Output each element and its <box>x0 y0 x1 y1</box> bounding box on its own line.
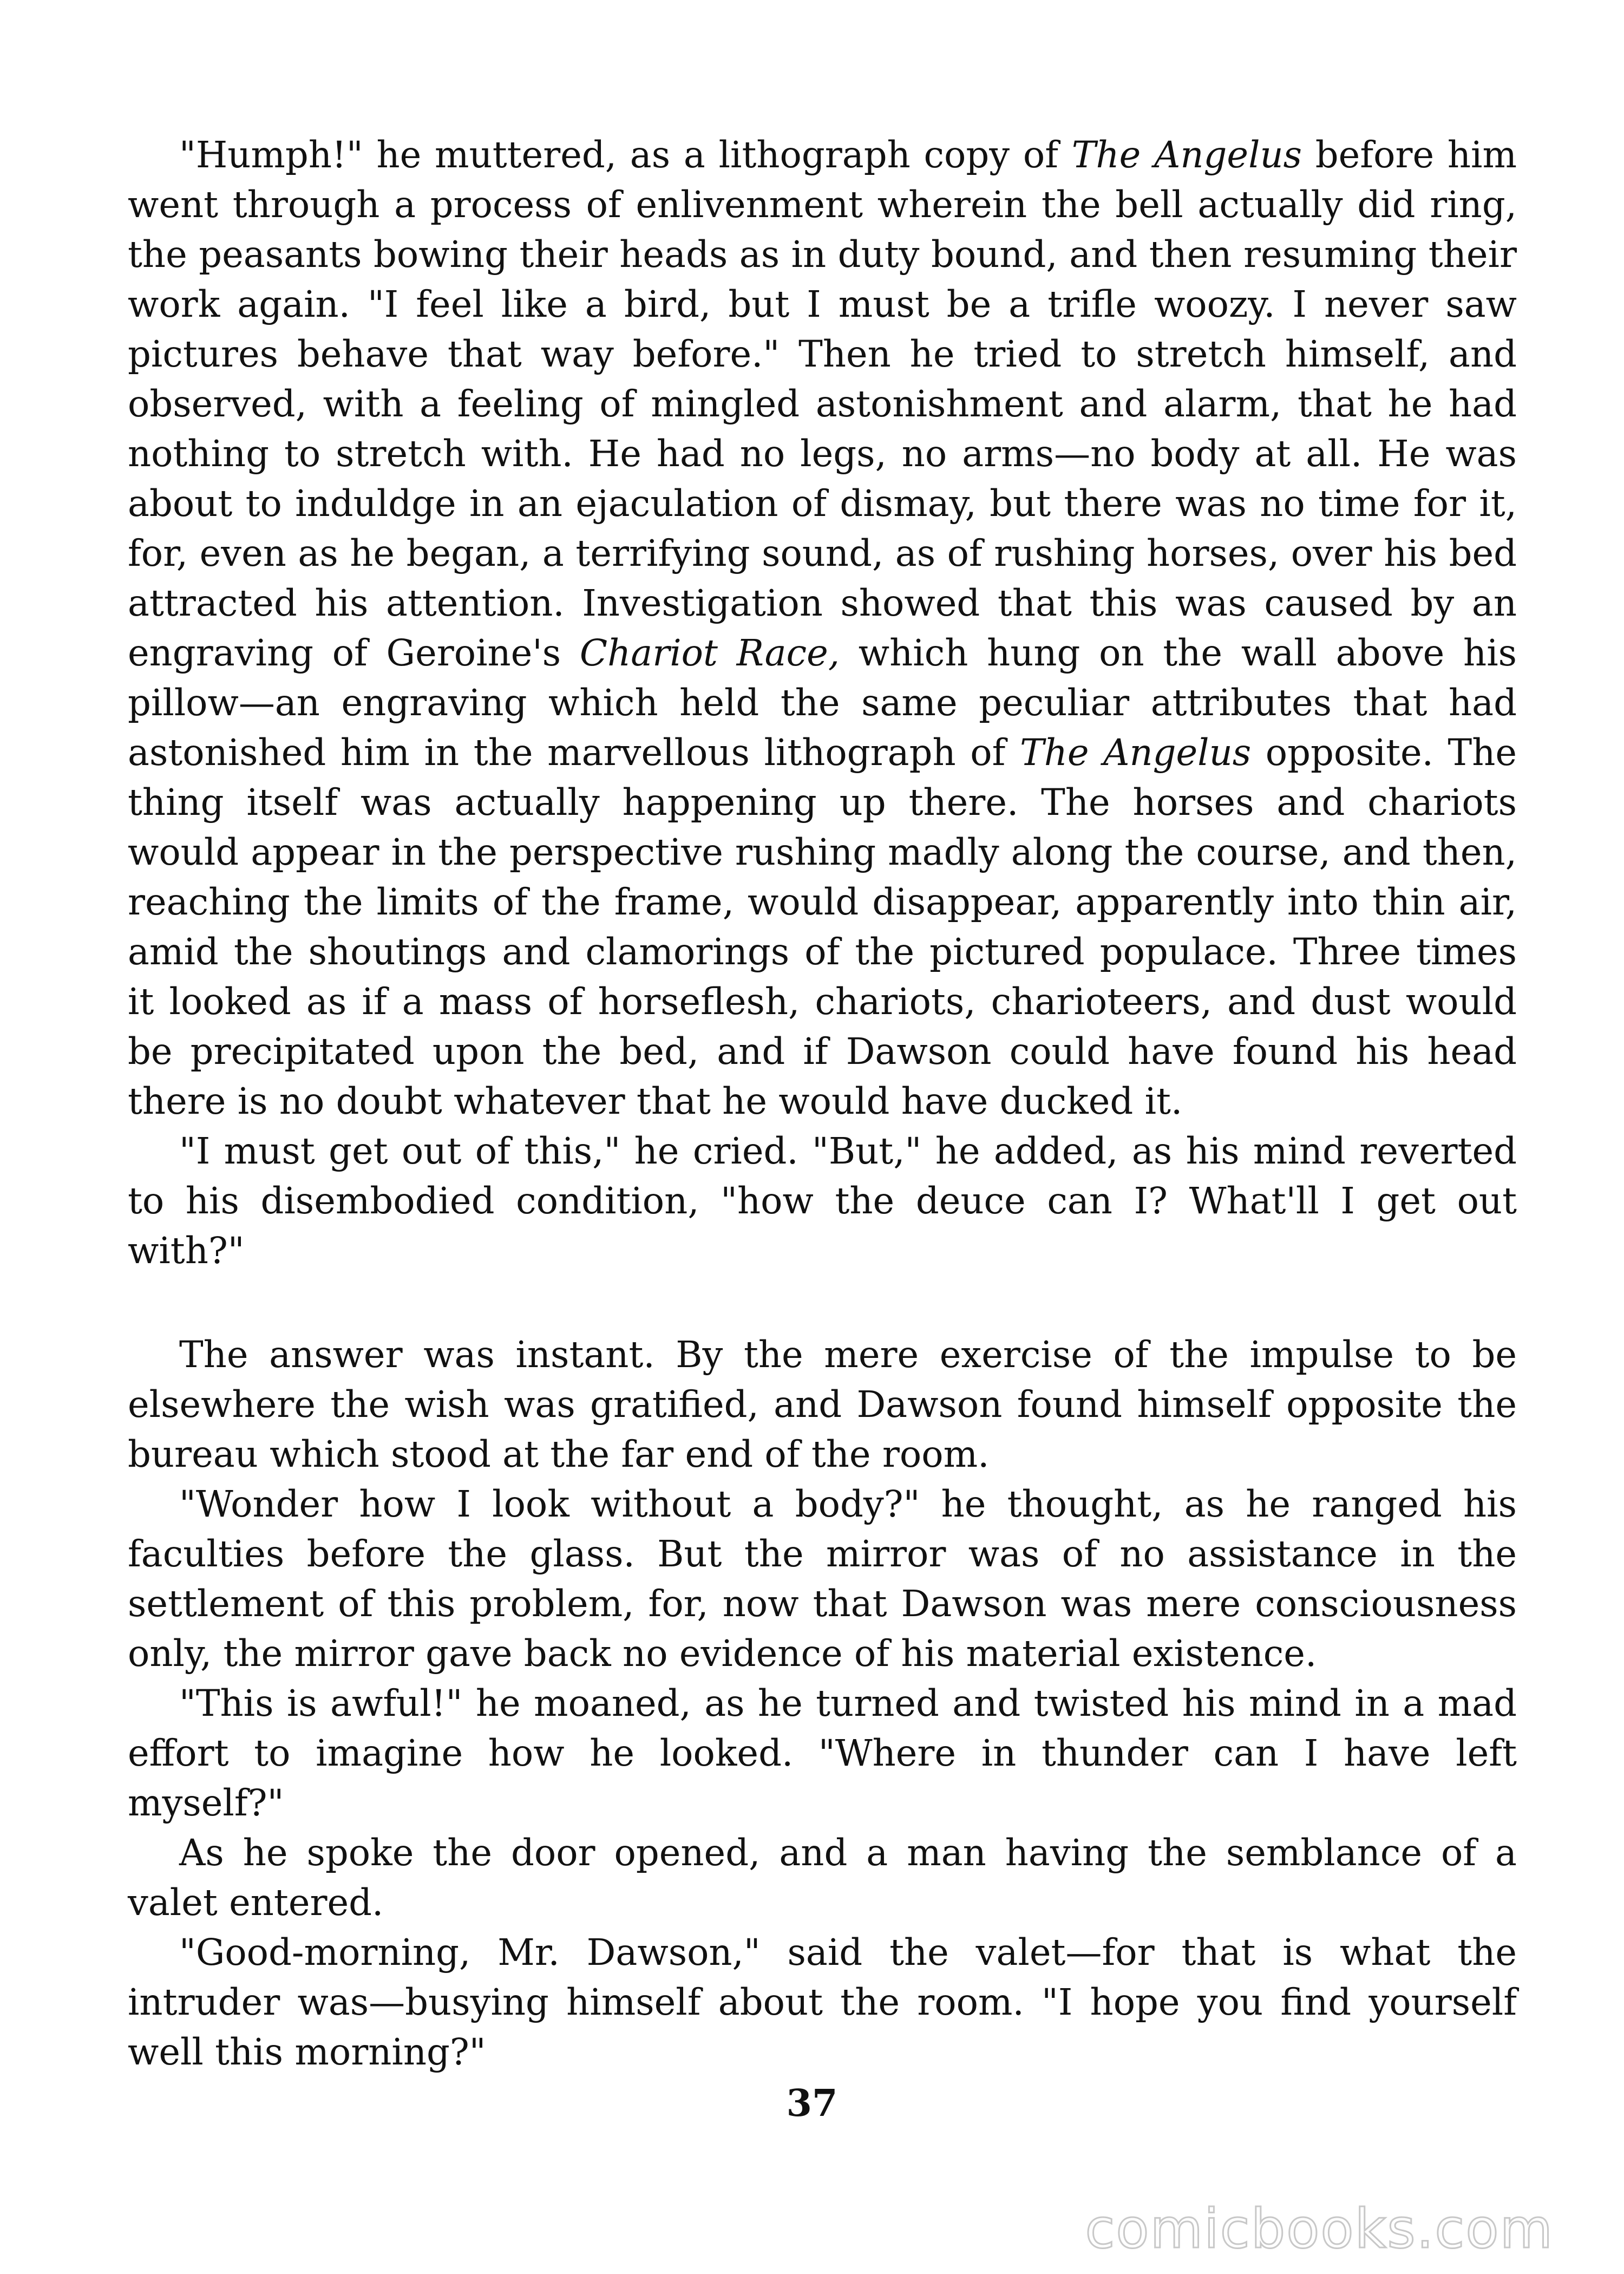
text-run: "This is awful!" he moaned, as he turned and twisted his mind in a mad effort to imagine how he looked. "Where in thunder can I have left myself?" <box>128 1682 1517 1824</box>
text-run: "I must get out of this," he cried. "But," he added, as his mind reverted to his disembodied condition, "how the deuce can I? What'll I get out with?" <box>128 1130 1517 1272</box>
text-run: The answer was instant. By the mere exercise of the impulse to be elsewhere the wish was gratified, and Dawson found himself opposite the bureau which stood at the far end of the room. <box>128 1334 1517 1475</box>
page-body <box>128 130 1517 2077</box>
paragraph <box>128 1330 1517 1479</box>
text-run: "Humph!" he muttered, as a lithograph copy of <box>179 134 1072 176</box>
italic-title-text: Chariot Race, <box>579 632 840 674</box>
site-watermark: comicbooks.com <box>1085 2197 1554 2260</box>
paragraph <box>128 1126 1517 1276</box>
paragraph <box>128 130 1517 1126</box>
text-run: which hung on the wall above his pillow—an engraving which held the same peculiar attributes that had astonished him in the marvellous lithograph of <box>128 632 1517 774</box>
italic-title-text: The Angelus <box>1071 134 1302 176</box>
text-run: As he spoke the door opened, and a man having the semblance of a valet entered. <box>128 1832 1517 1924</box>
italic-title-text: The Angelus <box>1020 731 1252 774</box>
text-run: opposite. The thing itself was actually happening up there. The horses and chariots would appear in the perspective rushing madly along the course, and then, reaching the limits of the frame, would disappear, apparently into thin air, amid the shoutings and clamorings of the pictured populace. Three times it looked as if a mass of horseflesh, chariots, charioteers, and dust would be precipitated upon the bed, and if Dawson could have found his head there is no doubt whatever that he would have ducked it. <box>128 731 1517 1122</box>
text-run: "Wonder how I look without a body?" he thought, as he ranged his faculties before the glass. But the mirror was of no assistance in the settlement of this problem, for, now that Dawson was mere consciousness only, the mirror gave back no evidence of his material existence. <box>128 1483 1517 1675</box>
paragraph <box>128 1479 1517 1678</box>
page-number: 37 <box>786 2082 838 2125</box>
paragraph <box>128 1828 1517 1927</box>
text-run: before him went through a process of enlivenment wherein the bell actually did ring, the peasants bowing their heads as in duty bound, and then resuming their work again. "I feel like a bird, but I must be a trifle woozy. I never saw pictures behave that way before." Then he tried to stretch himself, and observed, with a feeling of mingled astonishment and alarm, that he had nothing to stretch with. He had no legs, no arms—no body at all. He was about to induldge in an ejaculation of dismay, but there was no time for it, for, even as he began, a terrifying sound, as of rushing horses, over his bed attracted his attention. Investigation showed that this was caused by an engraving of Geroine's <box>128 134 1517 674</box>
text-run: "Good-morning, Mr. Dawson," said the valet—for that is what the intruder was—busying himself about the room. "I hope you find yourself well this morning?" <box>128 1931 1517 2073</box>
paragraph <box>128 1927 1517 2077</box>
paragraph <box>128 1678 1517 1828</box>
